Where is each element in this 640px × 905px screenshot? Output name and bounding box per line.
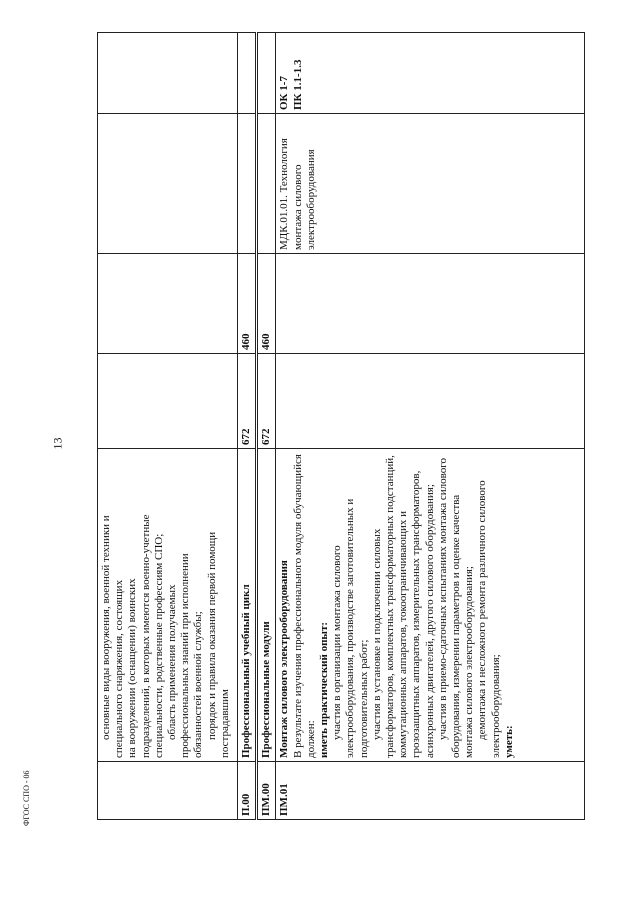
- competence-code: ПК 1.1-1.3: [291, 59, 304, 110]
- content-line: специальности, родственные профессиям СПО;: [152, 533, 165, 758]
- content-line: область применения получаемых: [166, 584, 179, 740]
- content-line: основные виды вооружения, военной техники и: [100, 515, 112, 740]
- content-line: специального снаряжения, состоящих: [113, 579, 126, 758]
- index-cell: [98, 762, 238, 820]
- module-title: Монтаж силового электрооборудования: [278, 560, 291, 758]
- document-footer: ФГОС СПО - 06: [22, 770, 31, 826]
- competence-code: ОК 1-7: [278, 76, 291, 110]
- index-cell: ПМ.01: [276, 762, 585, 820]
- page-number: 13: [50, 437, 65, 450]
- content-line: обязанностей военной службы;: [192, 611, 205, 758]
- section-title: Профессиональный учебный цикл: [238, 449, 257, 762]
- competence-cell: [276, 33, 585, 114]
- experience-heading: иметь практический опыт:: [318, 621, 331, 758]
- content-line: подразделений, в которых имеются военно-учетные: [139, 514, 152, 758]
- section-title: Профессиональные модули: [257, 449, 276, 762]
- curriculum-table: [97, 32, 585, 820]
- experience-item: участия в организации монтажа силового электрооборудования, производстве заготовительных и подготовительных работ;: [331, 498, 370, 758]
- table-row: [238, 33, 257, 820]
- experience-item: демонтажа и несложного ремонта различного силового электрооборудования;: [476, 480, 502, 758]
- skills-heading: уметь:: [502, 725, 515, 758]
- max-hours-cell: 672: [257, 354, 276, 449]
- max-hours-cell: [98, 354, 238, 449]
- content-cell: [98, 449, 238, 762]
- hours-cell: [98, 254, 238, 354]
- table-row: [257, 33, 276, 820]
- experience-item: участия в установке и подключении силовых трансформаторов, комплектных трансформаторных подстанций, коммутационных аппаратов, токоограничивающих и грозозащитных аппаратов, измерительных трансформаторов, асинхронных двигателей, другого силового оборудования;: [370, 455, 436, 758]
- experience-item: участия в приемо-сдаточных испытаниях монтажа силового оборудования, измерении параметров и оценке качества монтажа силового электрооборудования;: [436, 457, 476, 758]
- hours-cell: 460: [257, 254, 276, 354]
- index-cell: П.00: [238, 762, 257, 820]
- discipline-cell: [98, 114, 238, 254]
- table-row: [98, 33, 238, 820]
- content-line: пострадавшим: [218, 689, 231, 758]
- content-line: профессиональных знаний при исполнении: [179, 553, 192, 758]
- discipline-cell: [238, 114, 257, 254]
- discipline-cell: МДК.01.01. Технология монтажа силового электрооборудования: [276, 114, 585, 254]
- hours-cell: 460: [238, 254, 257, 354]
- index-cell: ПМ.00: [257, 762, 276, 820]
- curriculum-table-sheet: [97, 33, 585, 820]
- module-intro: В результате изучения профессионального модуля обучающийся должен:: [291, 454, 317, 758]
- max-hours-cell: [276, 354, 585, 449]
- hours-cell: [276, 254, 585, 354]
- content-line: на вооружении (оснащении) воинских: [126, 578, 139, 758]
- competence-cell: [238, 33, 257, 114]
- discipline-cell: [257, 114, 276, 254]
- competence-cell: [257, 33, 276, 114]
- max-hours-cell: 672: [238, 354, 257, 449]
- table-row: [276, 33, 585, 820]
- competence-cell: [98, 33, 238, 114]
- content-line: порядок и правила оказания первой помощи: [205, 531, 218, 740]
- content-cell: [276, 449, 585, 762]
